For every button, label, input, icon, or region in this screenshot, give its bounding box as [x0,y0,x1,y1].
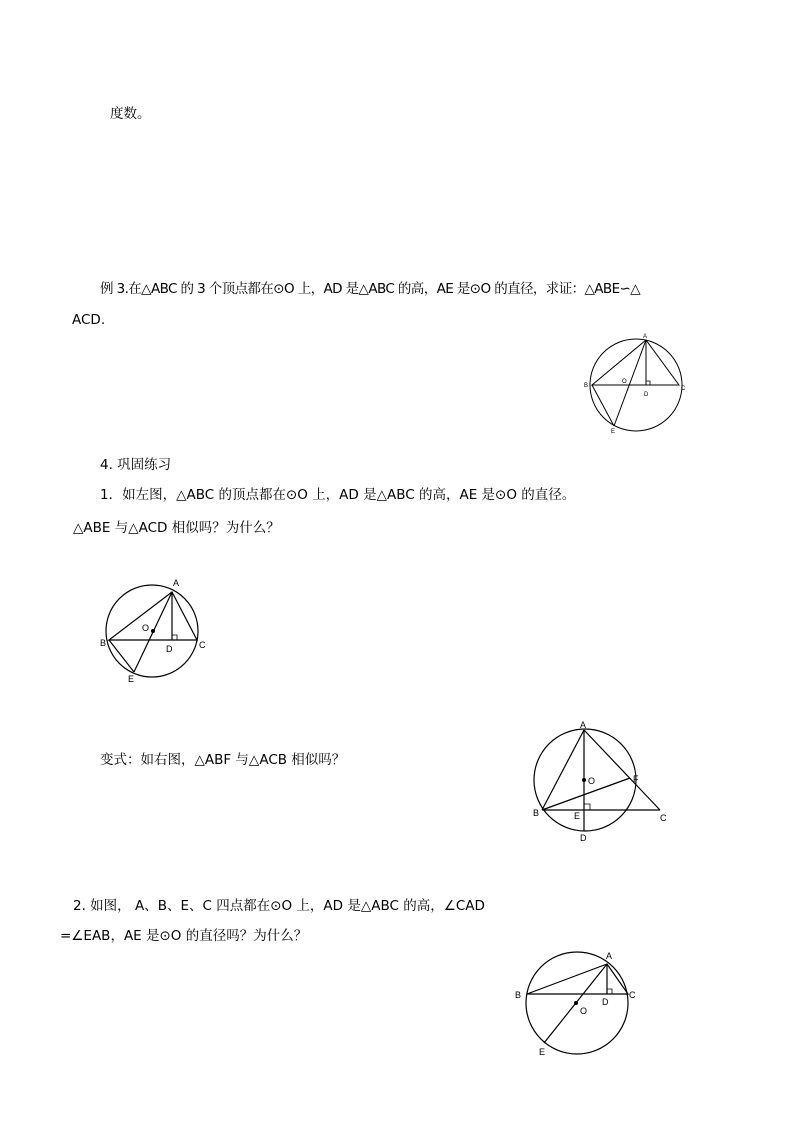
label-e: E [128,674,135,684]
variant-text: 变式：如右图，△ABF 与△ACB 相似吗？ [100,752,346,768]
label-o: O [142,623,150,633]
label-d: D [644,392,649,398]
label-b: B [515,990,522,1000]
right-angle-mark [646,381,650,385]
segment-ac [584,730,660,810]
degrees-text: 度数。 [110,106,151,122]
right-angle-mark [584,804,590,810]
label-a: A [580,720,587,730]
label-b: B [533,808,540,818]
label-d: D [166,644,173,654]
label-d: D [602,997,609,1007]
triangle-abc [592,340,679,385]
label-b: B [584,383,589,389]
figure-question2 [512,948,642,1058]
label-c: C [660,813,667,823]
label-c: C [681,386,686,392]
label-e: E [574,811,581,821]
triangle-abc [527,964,628,994]
center-dot [151,629,155,633]
label-a: A [173,578,180,588]
segment-bf [542,778,630,810]
question1-line1: 1．如左图，△ABC 的顶点都在⊙O 上，AD 是△ABC 的高，AE 是⊙O 的直径。 [100,487,576,503]
question2-line1: 2. 如图， A、B、E、C 四点都在⊙O 上，AD 是△ABC 的高，∠CAD [73,898,485,914]
figure-variant [530,720,675,850]
segment-ab [542,730,584,810]
label-e: E [539,1047,546,1057]
right-angle-mark [172,635,177,640]
label-c: C [199,640,206,650]
figure-example3 [586,330,696,440]
label-a: A [606,951,613,961]
label-o: O [580,1006,588,1016]
question2-line2: =∠EAB，AE 是⊙O 的直径吗？为什么？ [60,928,308,944]
right-angle-mark [607,989,612,994]
label-a: A [643,334,648,340]
question1-line2: △ABE 与△ACD 相似吗？为什么？ [73,520,280,536]
section-4-heading: 4. 巩固练习 [100,457,172,473]
example3-line2: ACD. [72,312,106,328]
label-o: O [588,776,596,786]
label-d: D [580,833,587,843]
center-dot [582,778,586,782]
label-f: F [633,774,639,784]
center-dot [574,1001,578,1005]
label-e: E [611,429,616,435]
label-o: O [622,379,627,385]
example3-line1: 例 3.在△ABC 的 3 个顶点都在⊙O 上，AD 是△ABC 的高，AE 是⊙O 的直径，求证：△ABE∽△ [100,281,640,297]
figure-question1 [100,576,210,686]
label-b: B [100,638,107,648]
label-c: C [629,990,636,1000]
